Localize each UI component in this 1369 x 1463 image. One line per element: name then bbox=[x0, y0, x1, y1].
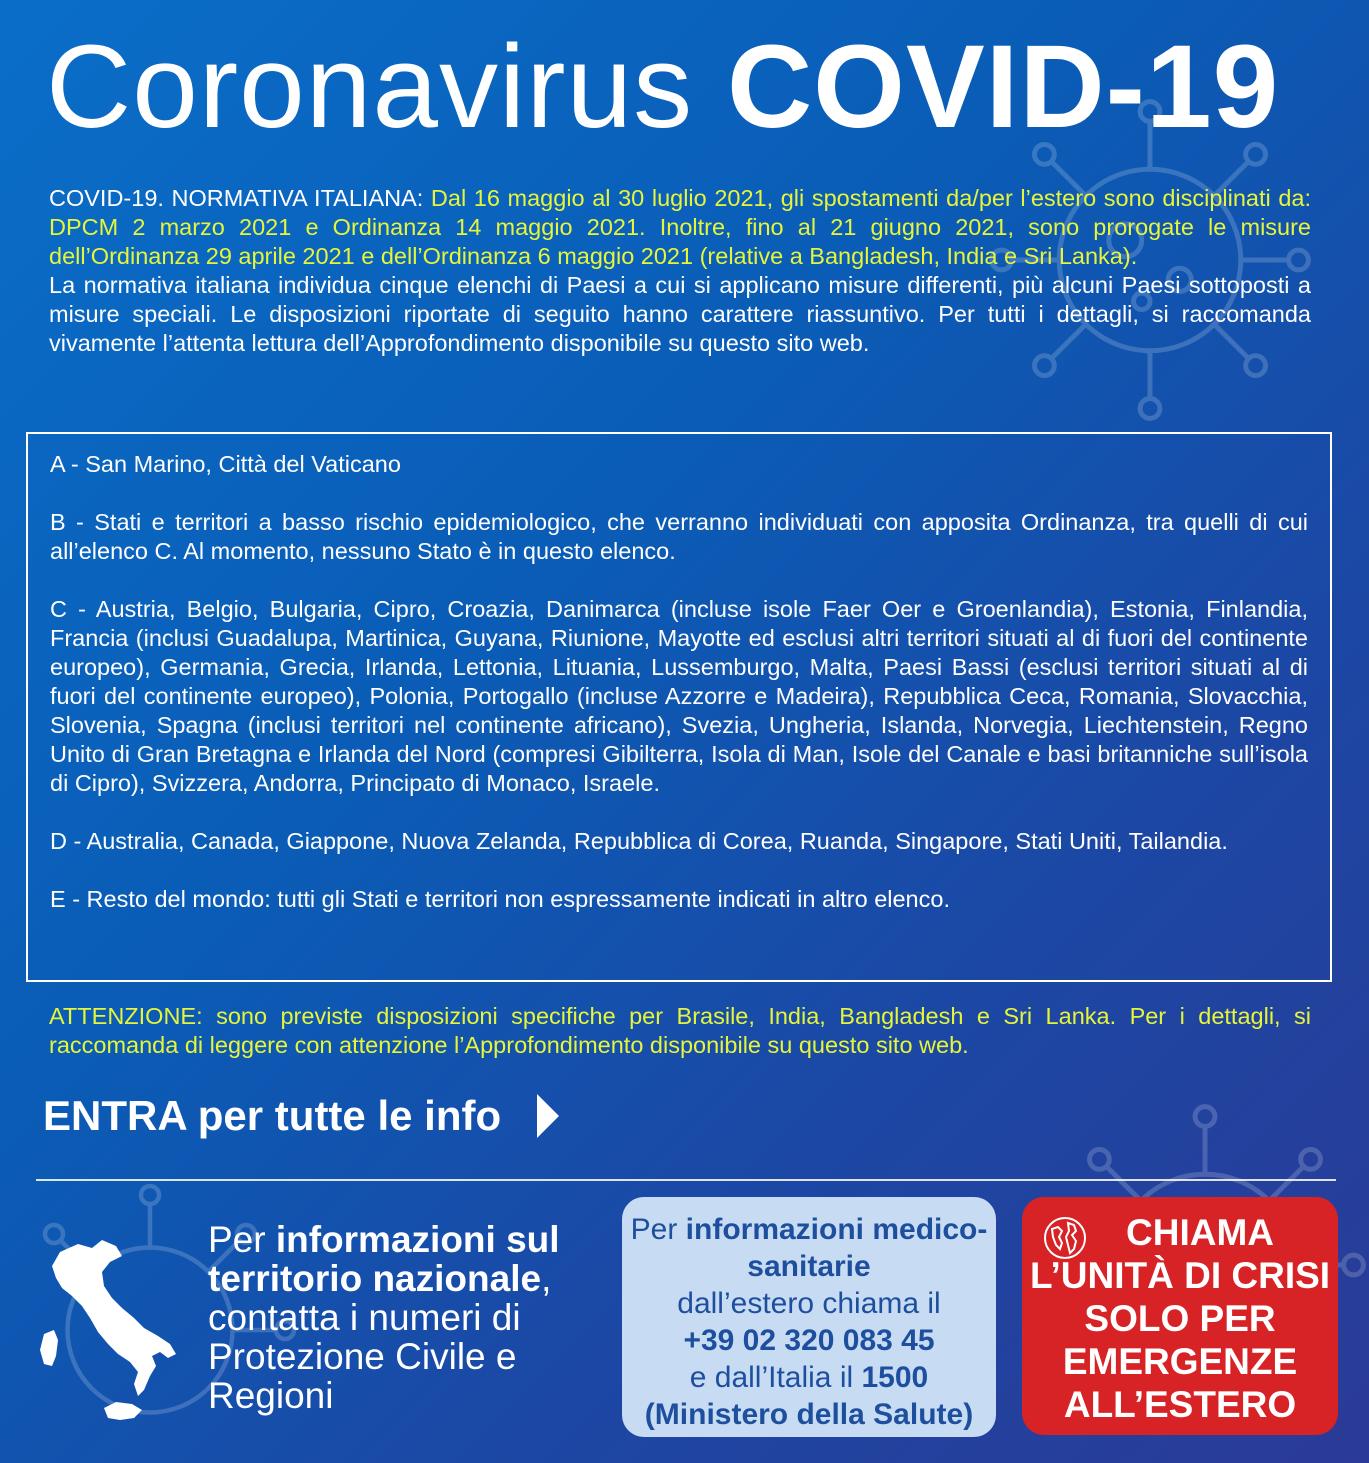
more-info-link[interactable] bbox=[43, 1092, 559, 1140]
attention-note: ATTENZIONE: sono previste disposizioni specifiche per Brasile, India, Bangladesh e Sri Lanka. Per i dettagli, si raccomanda di leggere con attenzione l’Approfondimento disponibile su questo sito web. bbox=[49, 1003, 1311, 1058]
chevron-right-icon bbox=[537, 1094, 559, 1138]
divider bbox=[36, 1179, 1336, 1181]
crisis-rest: L’UNITÀ DI CRISI SOLO PER EMERGENZE ALL’ESTERO bbox=[1029, 1255, 1331, 1425]
list-b: B - Stati e territori a basso rischio epidemiologico, che verranno individuati con apposita Ordinanza, tra quelli di cui all’elenco C. Al momento, nessuno Stato è in questo elenco. bbox=[50, 509, 1308, 564]
medical-info-box: Per informazioni medico-sanitarie dall’estero chiama il +39 02 320 083 45 e dall’Italia il 1500 (Ministero della Salute) bbox=[622, 1197, 996, 1437]
title-bold: COVID-19 bbox=[726, 21, 1280, 153]
crisis-unit-box[interactable] bbox=[1022, 1197, 1338, 1435]
list-c: C - Austria, Belgio, Bulgaria, Cipro, Croazia, Danimarca (incluse isole Faer Oer e Groenlandia), Estonia, Finlandia, Francia (inclusi Guadalupa, Martinica, Guyana, Riunione, Mayotte ed esclusi altri territori situati al di fuori del continente europeo), Germania, Grecia, Irlanda, Lettonia, Lituania, Lussemburgo, Malta, Paesi Bassi (esclusi territori situati al di fuori del continente europeo), Polonia, Portogallo (incluse Azzorre e Madeira), Repubblica Ceca, Romania, Slovacchia, Slovenia, Spagna (inclusi territori nel continente africano), Svezia, Ungheria, Islanda, Norvegia, Liechtenstein, Regno Unito di Gran Bretagna e Irlanda del Nord (compresi Gibilterra, Isola di Man, Isole del Canale e basi britanniche sull’isola di Cipro), Svizzera, Andorra, Principato di Monaco, Israele. bbox=[50, 596, 1308, 796]
page-title bbox=[46, 21, 1280, 153]
italy-map-icon bbox=[30, 1232, 180, 1442]
territory-bold: informazioni sul territorio nazionale bbox=[208, 1219, 560, 1299]
intro-highlight: Dal 16 maggio al 30 luglio 2021, gli spostamenti da/per l’estero sono disciplinati da: DPCM 2 marzo 2021 e Ordinanza 14 maggio 2021. Inoltre, fino al 21 giugno 2021, sono prorogate le misure dell’Ordinanza 29 aprile 2021 e dell’Ordinanza 6 maggio 2021 (relative a Bangladesh, India e Sri Lanka). bbox=[49, 185, 1312, 269]
more-info-label: ENTRA per tutte le info bbox=[43, 1092, 502, 1139]
list-e: E - Resto del mondo: tutti gli Stati e territori non espressamente indicati in altro elenco. bbox=[50, 886, 950, 912]
intro-body: La normativa italiana individua cinque elenchi di Paesi a cui si applicano misure differenti, più alcuni Paesi sottoposti a misure speciali. Le disposizioni riportate di seguito hanno carattere riassuntivo. Per tutti i dettagli, si raccomanda vivamente l’attenta lettura dell’Approfondimento disponibile su questo sito web. bbox=[49, 272, 1311, 356]
globe-icon bbox=[1042, 1215, 1088, 1261]
medical-from-abroad: dall’estero chiama il bbox=[677, 1287, 941, 1320]
title-light: Coronavirus bbox=[46, 21, 694, 153]
intro-lead: COVID-19. NORMATIVA ITALIANA: bbox=[49, 185, 431, 211]
medical-italy-number: 1500 bbox=[861, 1361, 929, 1394]
crisis-line1: CHIAMA bbox=[1126, 1212, 1274, 1253]
medical-ministry: (Ministero della Salute) bbox=[644, 1398, 974, 1431]
country-lists-box bbox=[26, 432, 1332, 982]
intro-text bbox=[49, 184, 1311, 358]
territory-info: Per informazioni sul territorio nazionale, contatta i numeri di Protezione Civile e Regioni bbox=[208, 1219, 560, 1416]
medical-phone[interactable]: +39 02 320 083 45 bbox=[683, 1324, 935, 1357]
list-a: A - San Marino, Città del Vaticano bbox=[50, 451, 401, 477]
list-d: D - Australia, Canada, Giappone, Nuova Zelanda, Repubblica di Corea, Ruanda, Singapore, Stati Uniti, Tailandia. bbox=[50, 828, 1228, 854]
